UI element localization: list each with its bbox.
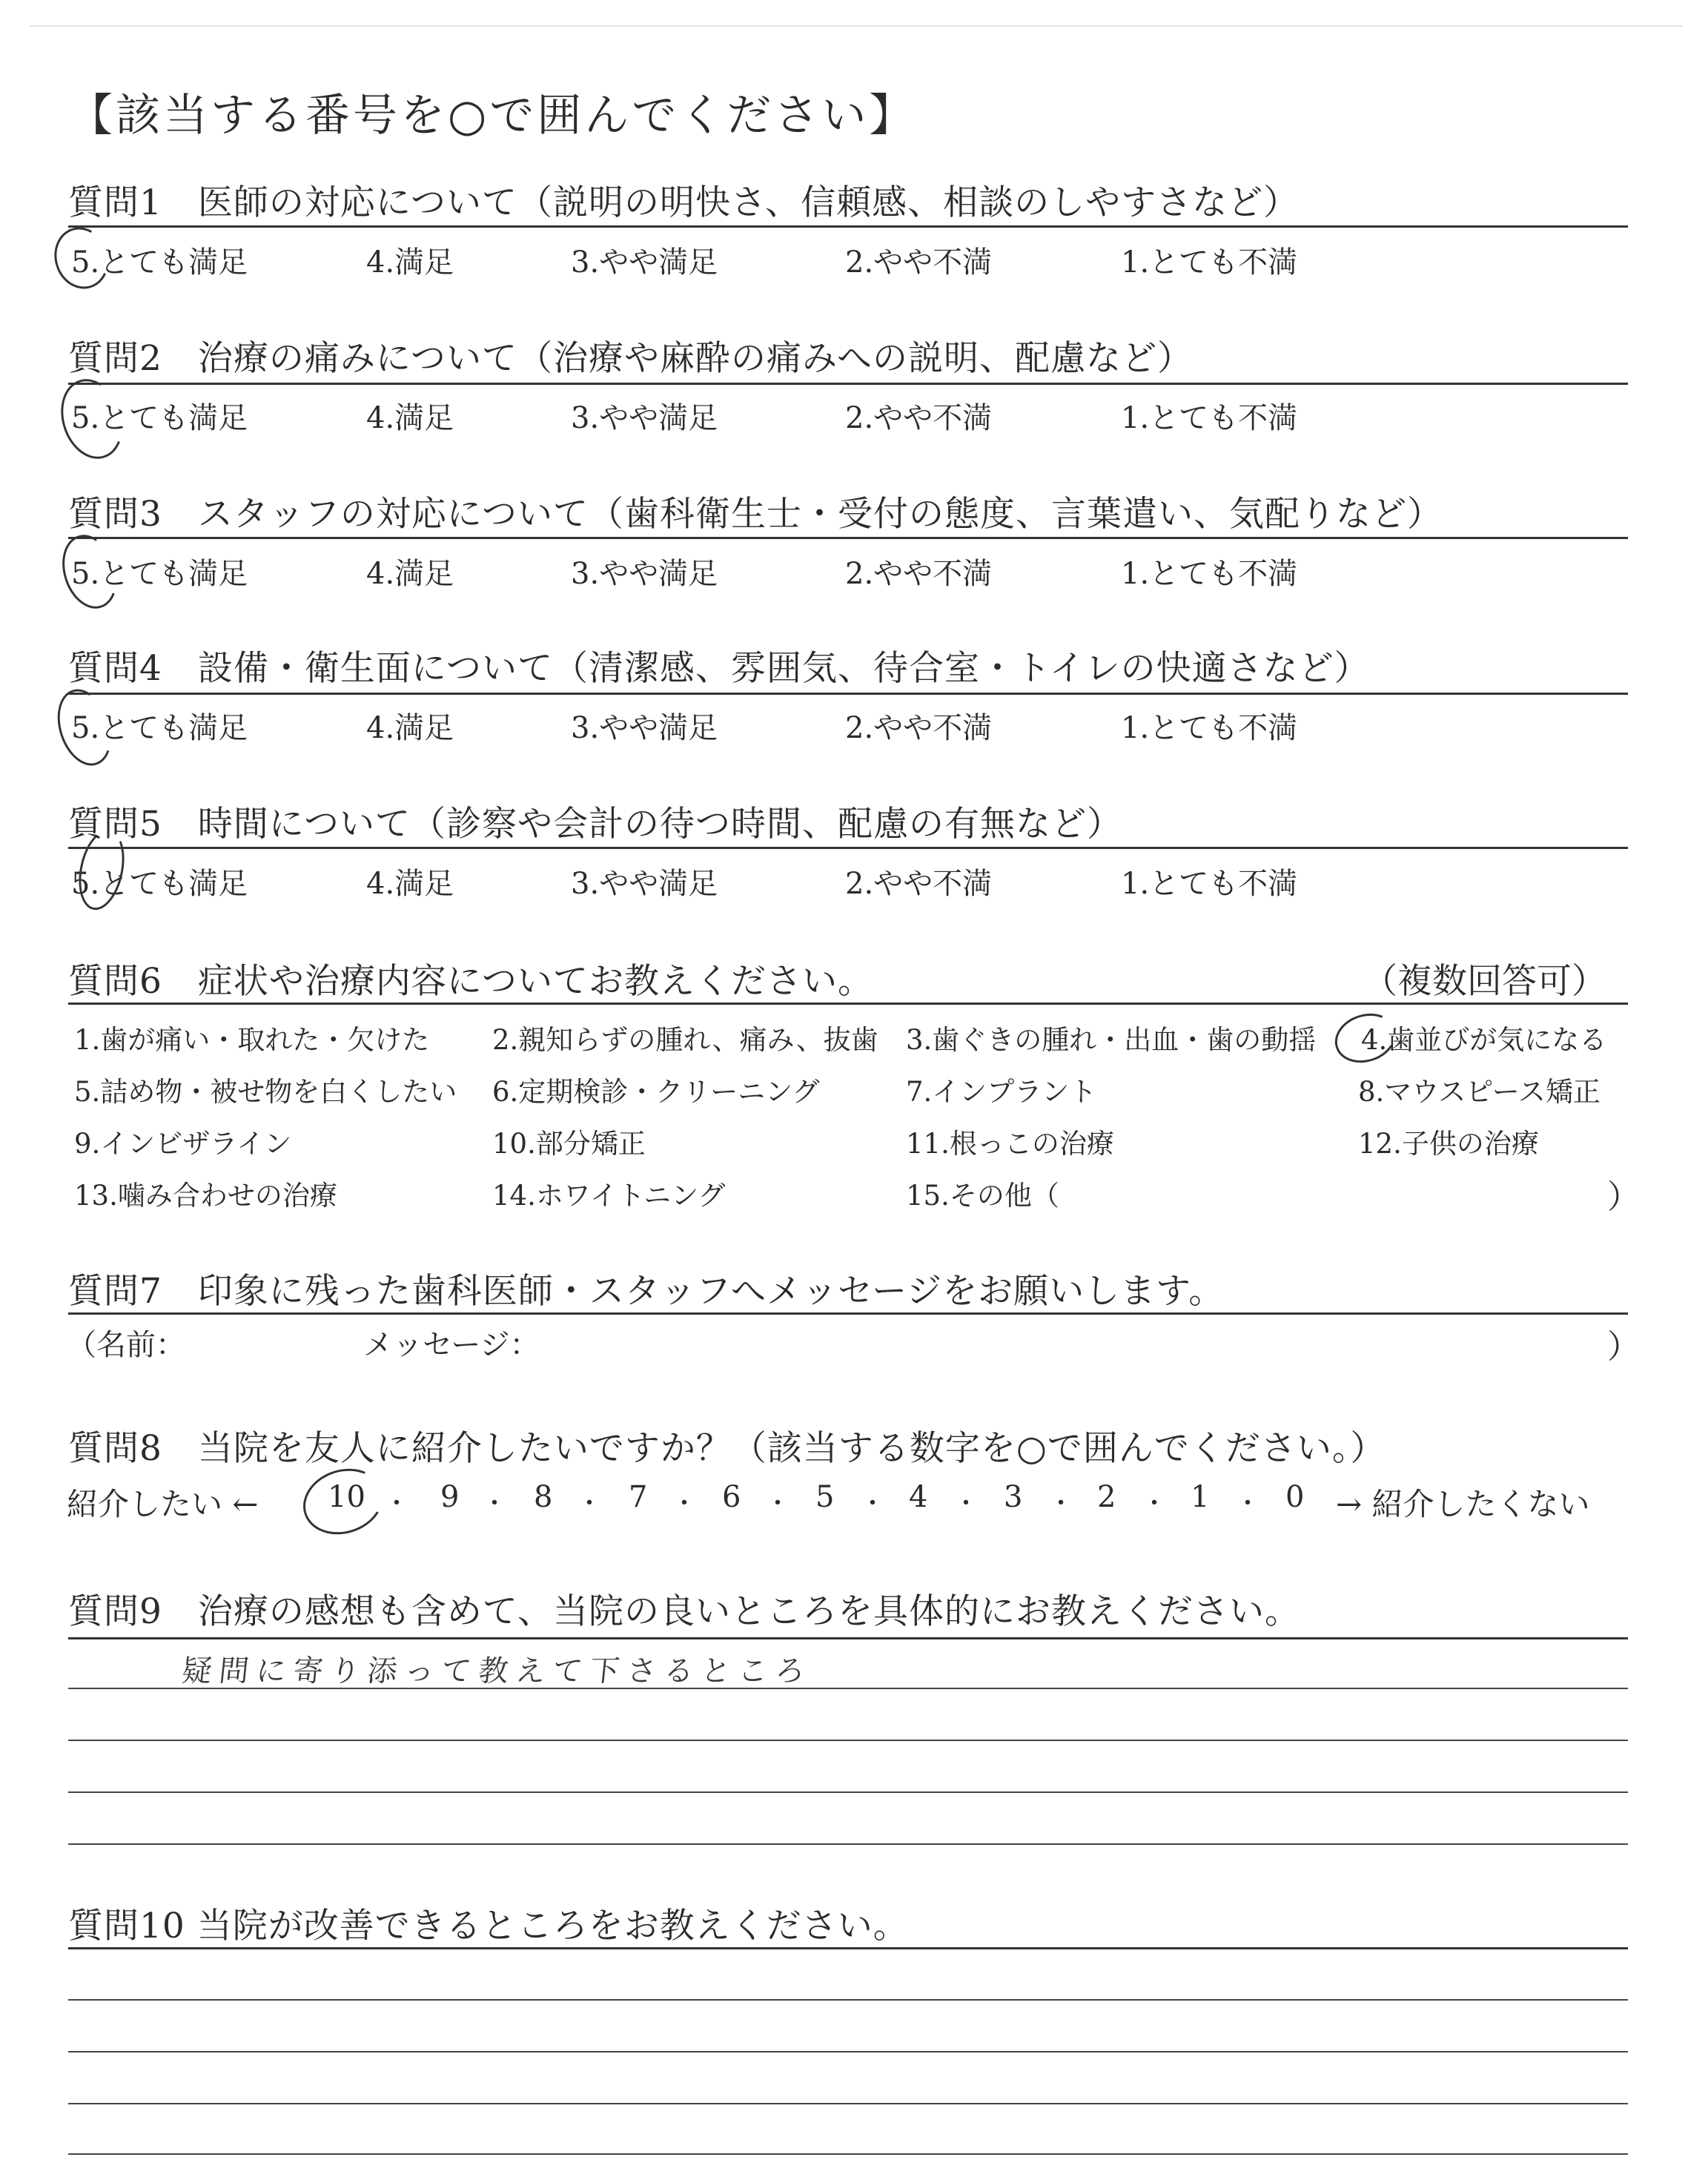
q8-left-label: 紹介したい ← bbox=[67, 1486, 259, 1522]
q8-score-8[interactable]: 8 bbox=[534, 1480, 553, 1514]
q8-score-6[interactable]: 6 bbox=[722, 1480, 741, 1514]
question-7-rule bbox=[68, 1312, 1628, 1315]
question-1-rule bbox=[68, 225, 1628, 228]
q2-option-4[interactable]: 4.満足 bbox=[366, 401, 454, 435]
q6-selection-circle bbox=[1328, 1006, 1403, 1071]
question-5-label: 質問5 時間について（診察や会計の待つ時間、配慮の有無など） bbox=[68, 804, 1122, 845]
q6-option-2[interactable]: 2.親知らずの腫れ、痛み、抜歯 bbox=[492, 1024, 878, 1056]
q8-score-1[interactable]: 1 bbox=[1191, 1480, 1210, 1514]
q6-option-1[interactable]: 1.歯が痛い・取れた・欠けた bbox=[74, 1024, 430, 1056]
q6-option-9[interactable]: 9.インビザライン bbox=[74, 1128, 292, 1160]
q1-option-4[interactable]: 4.満足 bbox=[366, 245, 454, 280]
q6-option-5[interactable]: 5.詰め物・被せ物を白くしたい bbox=[74, 1076, 457, 1108]
question-7-label: 質問7 印象に残った歯科医師・スタッフへメッセージをお願いします。 bbox=[68, 1271, 1225, 1312]
q8-separator: ・ bbox=[765, 1489, 790, 1519]
q5-option-1[interactable]: 1.とても不満 bbox=[1121, 867, 1298, 901]
q5-option-2[interactable]: 2.やや不満 bbox=[845, 867, 993, 901]
q8-score-4[interactable]: 4 bbox=[909, 1480, 928, 1514]
question-10-rule bbox=[68, 1947, 1628, 1949]
question-8-label: 質問8 当院を友人に紹介したいですか？（該当する数字を○で囲んでください。） bbox=[68, 1428, 1386, 1469]
q8-score-2[interactable]: 2 bbox=[1097, 1480, 1116, 1514]
q3-selection-circle bbox=[53, 528, 126, 616]
q3-option-1[interactable]: 1.とても不満 bbox=[1121, 557, 1298, 591]
q4-option-3[interactable]: 3.やや満足 bbox=[571, 711, 718, 745]
q2-option-5[interactable]: 5.とても満足 bbox=[71, 401, 248, 435]
q8-separator: ・ bbox=[953, 1489, 979, 1519]
q4-selection-circle bbox=[48, 682, 120, 773]
q1-option-2[interactable]: 2.やや不満 bbox=[845, 245, 993, 280]
q7-message-label: メッセージ： bbox=[363, 1328, 540, 1362]
q9-answer-line bbox=[68, 1740, 1628, 1741]
q6-option-15[interactable]: 15.その他（ bbox=[906, 1180, 1059, 1212]
q9-answer-line bbox=[68, 1688, 1628, 1689]
question-5-rule bbox=[68, 847, 1628, 849]
q8-right-label: → 紹介したくない bbox=[1336, 1486, 1590, 1522]
q6-option-4[interactable]: 4.歯並びが気になる bbox=[1361, 1024, 1607, 1056]
q8-separator: ・ bbox=[384, 1489, 409, 1519]
question-6-note: （複数回答可） bbox=[1363, 961, 1606, 1002]
q6-option-11[interactable]: 11.根っこの治療 bbox=[906, 1128, 1114, 1160]
q5-option-3[interactable]: 3.やや満足 bbox=[571, 867, 718, 901]
q8-score-0[interactable]: 0 bbox=[1285, 1480, 1305, 1514]
q10-answer-line bbox=[68, 2051, 1628, 2052]
question-6-label: 質問6 症状や治療内容についてお教えください。 bbox=[68, 961, 873, 1002]
q10-answer-line bbox=[68, 2103, 1628, 2104]
q9-handwritten-answer: 疑問に寄り添って教えて下さるところ bbox=[180, 1654, 815, 1688]
q8-selection-circle bbox=[294, 1459, 391, 1545]
question-3-label: 質問3 スタッフの対応について（歯科衛生士・受付の態度、言葉遣い、気配りなど） bbox=[68, 494, 1443, 535]
q6-option-3[interactable]: 3.歯ぐきの腫れ・出血・歯の動揺 bbox=[906, 1024, 1317, 1056]
q6-option-12[interactable]: 12.子供の治療 bbox=[1358, 1128, 1539, 1160]
q8-separator: ・ bbox=[1235, 1489, 1260, 1519]
question-4-rule bbox=[68, 693, 1628, 695]
q8-score-9[interactable]: 9 bbox=[440, 1480, 460, 1514]
page-title: 【該当する番号を○で囲んでください】 bbox=[68, 90, 917, 142]
q8-separator: ・ bbox=[1142, 1489, 1167, 1519]
q6-option-10[interactable]: 10.部分矯正 bbox=[492, 1128, 646, 1160]
q8-separator: ・ bbox=[577, 1489, 602, 1519]
question-9-rule bbox=[68, 1637, 1628, 1639]
q8-score-3[interactable]: 3 bbox=[1004, 1480, 1023, 1514]
q2-option-2[interactable]: 2.やや不満 bbox=[845, 401, 993, 435]
q1-option-1[interactable]: 1.とても不満 bbox=[1121, 245, 1298, 280]
q8-score-10[interactable]: 10 bbox=[328, 1480, 365, 1514]
q7-close-paren: ） bbox=[1607, 1328, 1640, 1366]
q3-option-4[interactable]: 4.満足 bbox=[366, 557, 454, 591]
q5-option-4[interactable]: 4.満足 bbox=[366, 867, 454, 901]
question-3-rule bbox=[68, 537, 1628, 539]
question-6-rule bbox=[68, 1003, 1628, 1005]
q9-answer-line bbox=[68, 1791, 1628, 1793]
question-4-label: 質問4 設備・衛生面について（清潔感、雰囲気、待合室・トイレの快適さなど） bbox=[68, 648, 1370, 689]
question-2-label: 質問2 治療の痛みについて（治療や麻酔の痛みへの説明、配慮など） bbox=[68, 338, 1194, 379]
q7-name-label: （名前： bbox=[67, 1328, 185, 1362]
q6-option-13[interactable]: 13.噛み合わせの治療 bbox=[74, 1180, 337, 1212]
q4-option-1[interactable]: 1.とても不満 bbox=[1121, 711, 1298, 745]
q6-other-close-paren: ） bbox=[1607, 1178, 1640, 1216]
q2-selection-circle bbox=[51, 371, 133, 466]
q4-option-4[interactable]: 4.満足 bbox=[366, 711, 454, 745]
question-1-label: 質問1 医師の対応について（説明の明快さ、信頼感、相談のしやすさなど） bbox=[68, 182, 1300, 223]
q6-option-6[interactable]: 6.定期検診・クリーニング bbox=[492, 1076, 820, 1108]
q5-option-5[interactable]: 5.とても満足 bbox=[71, 867, 248, 901]
q10-answer-line bbox=[68, 2153, 1628, 2155]
q3-option-2[interactable]: 2.やや不満 bbox=[845, 557, 993, 591]
question-10-label: 質問10 当院が改善できるところをお教えください。 bbox=[68, 1906, 909, 1946]
q1-selection-circle bbox=[47, 220, 116, 296]
top-border bbox=[30, 25, 1683, 27]
q6-option-7[interactable]: 7.インプラント bbox=[906, 1076, 1097, 1108]
q8-score-5[interactable]: 5 bbox=[815, 1480, 835, 1514]
q1-option-5[interactable]: 5.とても満足 bbox=[71, 245, 248, 280]
q10-answer-line bbox=[68, 1999, 1628, 2001]
q6-option-14[interactable]: 14.ホワイトニング bbox=[492, 1180, 726, 1212]
q6-option-8[interactable]: 8.マウスピース矯正 bbox=[1358, 1076, 1601, 1108]
q8-separator: ・ bbox=[860, 1489, 885, 1519]
q3-option-3[interactable]: 3.やや満足 bbox=[571, 557, 718, 591]
q1-option-3[interactable]: 3.やや満足 bbox=[571, 245, 718, 280]
question-9-label: 質問9 治療の感想も含めて、当院の良いところを具体的にお教えください。 bbox=[68, 1591, 1300, 1632]
q8-score-7[interactable]: 7 bbox=[629, 1480, 648, 1514]
q3-option-5[interactable]: 5.とても満足 bbox=[71, 557, 248, 591]
q4-option-2[interactable]: 2.やや不満 bbox=[845, 711, 993, 745]
q8-separator: ・ bbox=[672, 1489, 697, 1519]
q2-option-3[interactable]: 3.やや満足 bbox=[571, 401, 718, 435]
question-2-rule bbox=[68, 383, 1628, 385]
q9-answer-line bbox=[68, 1843, 1628, 1845]
q2-option-1[interactable]: 1.とても不満 bbox=[1121, 401, 1298, 435]
q8-separator: ・ bbox=[1048, 1489, 1073, 1519]
q4-option-5[interactable]: 5.とても満足 bbox=[71, 711, 248, 745]
q8-separator: ・ bbox=[482, 1489, 507, 1519]
